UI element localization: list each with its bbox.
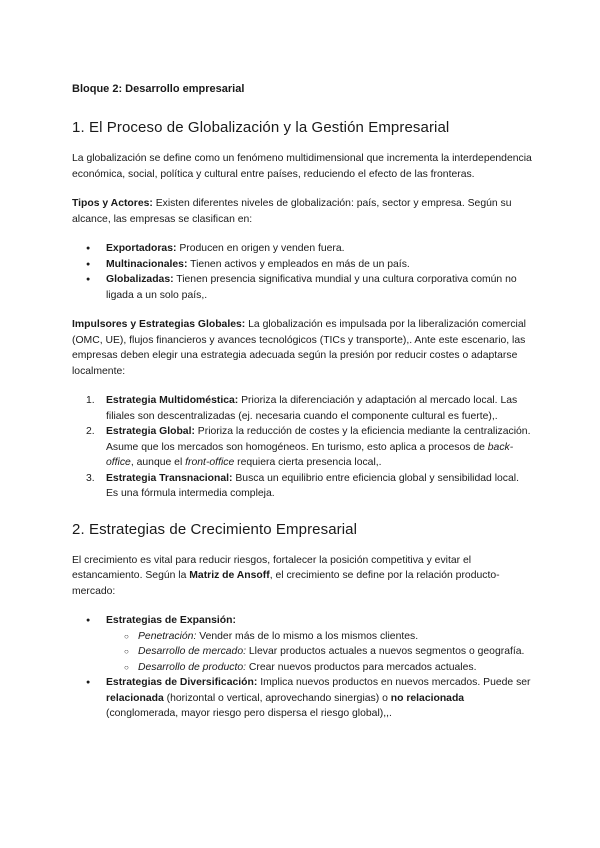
sub-item-term: Desarrollo de producto: [138,661,247,673]
bold-term: no relacionada [390,692,465,704]
sub-item-term: Desarrollo de mercado: [138,646,246,657]
list-item [72,272,532,303]
italic-term: back-office [106,441,514,468]
list-item [72,257,532,273]
impulsores-text: La globalización es impulsada por la liberalización comercial (OMC, UE), flujos financieros y avances tecnológicos (TICs y transporte),. Ante este escenario, las empresas deben elegir una estrategia adecuada según la presión por reducir costes o adaptarse localmente: [72,319,526,377]
sub-item-term: Penetración: [138,630,197,642]
list-item-term: Estrategia Transnacional: [106,472,233,484]
list-number: 3. [86,472,95,484]
sub-list-item [106,629,532,645]
list-item-text: Prioriza la reducción de costes y la eficiencia mediante la centralización. Asume que los mercados son homogéneos. En turismo, esto aplica a procesos de [106,426,531,453]
sub-item-text: Crear nuevos productos para mercados actuales. [246,661,477,673]
impulsores-label: Impulsores y Estrategias Globales: [72,319,246,330]
block-title: Bloque 2: Desarrollo empresarial [72,83,245,95]
italic-term: front-office [185,457,235,468]
sub-item-text: Vender más de lo mismo a los mismos clientes. [196,630,419,642]
expansion-sublist [106,629,532,676]
list-item-text: (horizontal o vertical, aprovechando sinergias) o [163,692,391,704]
list-item [72,471,532,502]
list-item-term: Multinacionales: [106,258,188,270]
ansoff-term: Matriz de Ansoff [189,570,270,581]
list-item-term: Estrategia Multidoméstica: [106,395,239,406]
list-item [72,613,532,675]
sub-list-item [106,644,532,660]
list-item-text: , aunque el [130,457,186,468]
list-number: 2. [86,426,95,437]
section-2-intro [72,553,532,600]
list-item [72,424,532,471]
tipos-paragraph [72,196,532,227]
section-1-heading: 1. El Proceso de Globalización y la Gestión Empresarial [72,119,450,136]
list-item-text: requiera cierta presencia local,. [234,457,382,468]
tipos-label: Tipos y Actores: [72,198,153,209]
list-item [72,241,532,257]
list-item-text: (conglomerada, mayor riesgo pero dispersa el riesgo global),,. [106,708,392,719]
diversificacion-label: Estrategias de Diversificación: [106,677,258,688]
list-item-text: Tienen activos y empleados en más de un país. [187,258,410,270]
intro-text: , el crecimiento se define por la relación producto-mercado: [72,570,500,597]
bold-term: relacionada [106,692,164,704]
strategies-list [72,393,532,502]
list-item-term: Exportadoras: [106,243,177,254]
list-item-text: Tienen presencia significativa mundial y una cultura corporativa común no ligada a un solo país,. [106,274,517,301]
company-types-list [72,241,532,303]
list-item-term: Globalizadas: [106,274,174,285]
sub-list-item [106,660,532,676]
list-item-text: Busca un equilibrio entre eficiencia global y sensibilidad local. Es una fórmula intermedia compleja. [106,472,519,499]
impulsores-paragraph [72,317,532,379]
list-item-text: Producen en origen y venden fuera. [176,243,345,254]
list-number: 1. [86,395,95,406]
intro-text: El crecimiento es vital para reducir riesgos, fortalecer la posición competitiva y evitar el estancamiento. Según la [72,554,472,581]
section-1-intro: La globalización se define como un fenómeno multidimensional que incrementa la interdependencia económica, social, política y cultural entre países, reduciendo el efecto de las fronteras. [72,153,532,180]
growth-strategies-list [72,613,532,722]
list-item [72,675,532,722]
list-item-text: Prioriza la diferenciación y adaptación al mercado local. Las filiales son descentralizadas (ej. necesaria cuando el componente cultural es fuerte),. [106,395,518,422]
section-2-heading: 2. Estrategias de Crecimiento Empresarial [72,520,358,538]
document-content [72,82,532,736]
expansion-label: Estrategias de Expansión: [106,615,236,626]
sub-item-text: Llevar productos actuales a nuevos segmentos o geografía. [246,646,525,657]
list-item-text: Implica nuevos productos en nuevos mercados. Puede ser [257,677,531,688]
list-item-term: Estrategia Global: [106,426,195,437]
list-item [72,393,532,424]
tipos-text: Existen diferentes niveles de globalización: país, sector y empresa. Según su alcance, las empresas se clasifican en: [72,198,512,225]
